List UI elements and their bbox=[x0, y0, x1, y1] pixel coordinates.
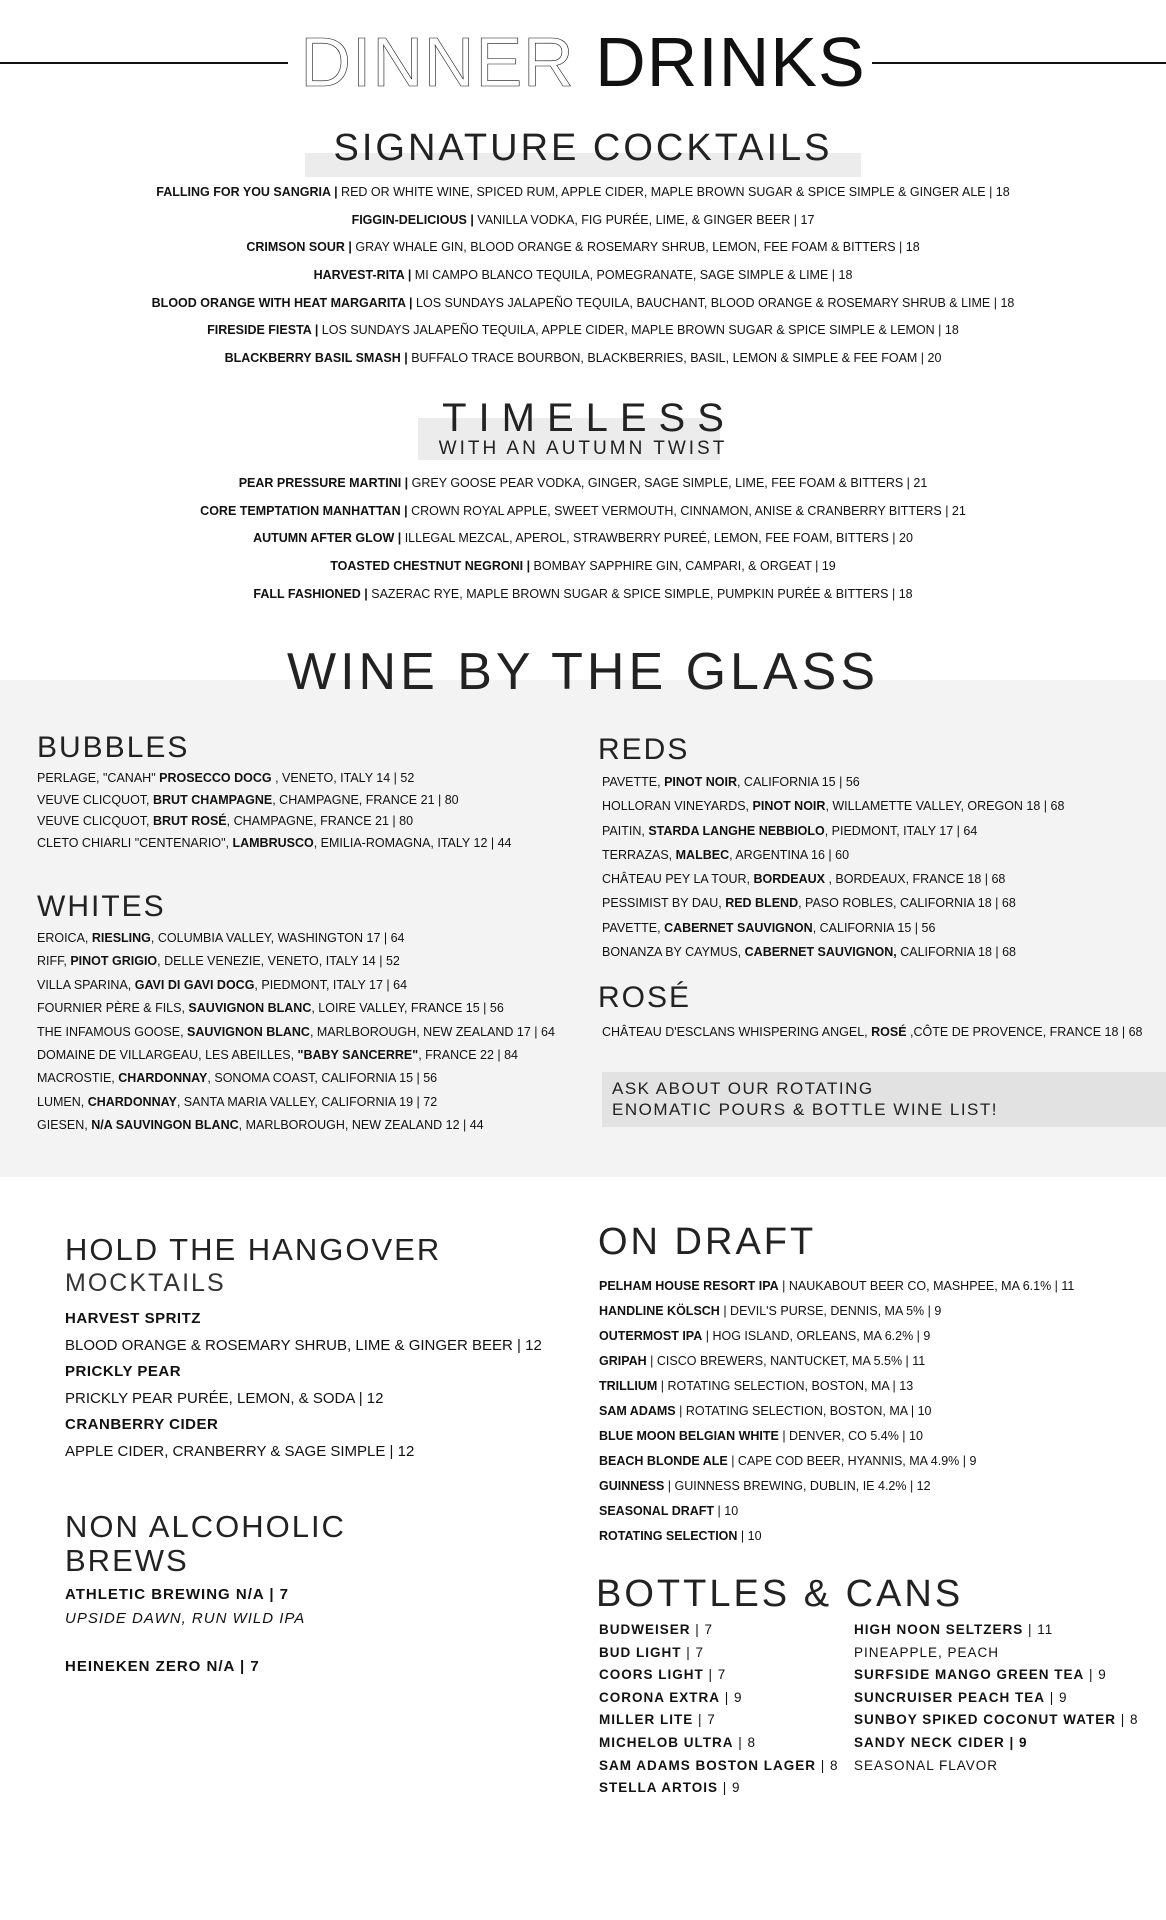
item-name: SAM ADAMS bbox=[599, 1404, 676, 1418]
wine-detail: , WILLAMETTE VALLEY, OREGON 18 | 68 bbox=[825, 799, 1065, 814]
item-name: SURFSIDE MANGO GREEN TEA bbox=[854, 1667, 1085, 1683]
item-name: FIGGIN-DELICIOUS | bbox=[351, 212, 474, 227]
item-desc: | DEVIL'S PURSE, DENNIS, MA 5% | 9 bbox=[719, 1304, 942, 1318]
wine-detail: , SONOMA COAST, CALIFORNIA 15 | 56 bbox=[207, 1071, 438, 1086]
list-item bbox=[0, 553, 1166, 581]
item-desc: BOMBAY SAPPHIRE GIN, CAMPARI, & ORGEAT | 19 bbox=[530, 559, 836, 574]
na-brew-1-name: ATHLETIC BREWING N/A | 7 bbox=[65, 1586, 290, 1603]
item-name: CORONA EXTRA bbox=[599, 1689, 721, 1705]
wine-detail: , LOIRE VALLEY, FRANCE 15 | 56 bbox=[311, 1001, 504, 1016]
wine-item bbox=[37, 1114, 555, 1137]
item-desc: VANILLA VODKA, FIG PURÉE, LIME, & GINGER BEER | 17 bbox=[473, 212, 815, 227]
list-item bbox=[599, 1619, 839, 1642]
list-item bbox=[599, 1664, 839, 1687]
wine-item bbox=[37, 997, 555, 1020]
signature-list bbox=[0, 179, 1166, 373]
wine-item bbox=[37, 927, 555, 950]
mocktail-name: CRANBERRY CIDER bbox=[65, 1416, 219, 1433]
wine-detail: , VENETO, ITALY 14 | 52 bbox=[271, 771, 415, 785]
timeless-subtitle: WITH AN AUTUMN TWIST bbox=[438, 438, 728, 459]
item-name: BUDWEISER bbox=[599, 1622, 691, 1637]
item-name: BLOOD ORANGE WITH HEAT MARGARITA | bbox=[151, 295, 413, 310]
item-name: GUINNESS bbox=[599, 1479, 665, 1493]
signature-title: SIGNATURE COCKTAILS bbox=[333, 127, 833, 169]
wine-varietal: CABERNET SAUVIGNON bbox=[664, 920, 813, 935]
wine-item bbox=[602, 770, 1064, 794]
list-item bbox=[0, 290, 1166, 318]
wine-producer: RIFF, bbox=[37, 954, 71, 969]
item-desc: | HOG ISLAND, ORLEANS, MA 6.2% | 9 bbox=[702, 1329, 931, 1343]
wine-producer: PAITIN, bbox=[602, 823, 649, 838]
item-desc: PINEAPPLE, PEACH bbox=[854, 1644, 1000, 1660]
ask-line-2: ENOMATIC POURS & BOTTLE WINE LIST! bbox=[612, 1100, 999, 1119]
item-desc: ILLEGAL MEZCAL, APEROL, STRAWBERRY PUREÉ, LEMON, FEE FOAM, BITTERS | 20 bbox=[401, 531, 913, 546]
item-name: BLUE MOON BELGIAN WHITE bbox=[599, 1429, 779, 1443]
wine-item bbox=[602, 867, 1064, 891]
item-name: SANDY NECK CIDER | 9 bbox=[854, 1734, 1028, 1750]
title-bold: DRINKS bbox=[595, 23, 866, 101]
item-name: CRIMSON SOUR | bbox=[246, 240, 352, 255]
wine-detail: , PIEDMONT, ITALY 17 | 64 bbox=[254, 977, 408, 992]
list-item bbox=[0, 470, 1166, 498]
wine-producer: CLETO CHIARLI "CENTENARIO", bbox=[37, 835, 233, 850]
na-brew-2-name: HEINEKEN ZERO N/A | 7 bbox=[65, 1658, 260, 1675]
wine-detail: , CALIFORNIA 15 | 56 bbox=[736, 775, 860, 789]
wine-item bbox=[37, 833, 512, 855]
na-brews-title-1: NON ALCOHOLIC bbox=[65, 1509, 346, 1544]
item-name: COORS LIGHT bbox=[599, 1667, 704, 1683]
list-item bbox=[599, 1732, 839, 1755]
wine-varietal: BRUT ROSÉ bbox=[153, 814, 227, 828]
wine-producer: FOURNIER PÈRE & FILS, bbox=[37, 1001, 189, 1016]
wine-varietal: STARDA LANGHE NEBBIOLO bbox=[648, 823, 825, 838]
item-desc: | 10 bbox=[714, 1504, 739, 1518]
list-item bbox=[854, 1755, 1139, 1778]
wine-varietal: SAUVIGNON BLANC bbox=[188, 1001, 312, 1016]
item-desc: BUFFALO TRACE BOURBON, BLACKBERRIES, BASIL, LEMON & SIMPLE & FEE FOAM | 20 bbox=[407, 351, 942, 366]
reds-title: REDS bbox=[598, 733, 690, 766]
wine-detail: , DELLE VENEZIE, VENETO, ITALY 14 | 52 bbox=[157, 954, 400, 969]
item-name: PEAR PRESSURE MARTINI | bbox=[238, 476, 409, 490]
list-item bbox=[0, 207, 1166, 235]
timeless-list bbox=[0, 470, 1166, 608]
item-name: SAM ADAMS BOSTON LAGER bbox=[599, 1757, 817, 1773]
wine-item bbox=[37, 1044, 555, 1067]
wine-varietal: ROSÉ bbox=[871, 1025, 907, 1039]
wine-producer: VILLA SPARINA, bbox=[37, 977, 135, 992]
wine-varietal: N/A SAUVINGON BLANC bbox=[91, 1118, 239, 1133]
list-item bbox=[599, 1274, 1074, 1299]
item-desc: | 9 bbox=[718, 1780, 741, 1796]
list-item bbox=[854, 1687, 1139, 1710]
mocktail-desc: APPLE CIDER, CRANBERRY & SAGE SIMPLE | 12 bbox=[65, 1443, 415, 1460]
item-desc: | GUINNESS BREWING, DUBLIN, IE 4.2% | 12 bbox=[664, 1479, 931, 1493]
item-desc: | 7 bbox=[681, 1644, 705, 1660]
reds-list bbox=[602, 770, 1064, 964]
wine-producer: GIESEN, bbox=[37, 1118, 92, 1133]
list-item bbox=[854, 1619, 1139, 1642]
mocktail-name: PRICKLY PEAR bbox=[65, 1363, 182, 1380]
wine-varietal: CHARDONNAY bbox=[87, 1094, 177, 1109]
item-name: OUTERMOST IPA bbox=[599, 1329, 703, 1343]
page-title bbox=[0, 22, 1166, 102]
wine-detail: , BORDEAUX, FRANCE 18 | 68 bbox=[825, 872, 1006, 887]
wine-varietal: PINOT NOIR bbox=[752, 799, 826, 814]
list-item bbox=[0, 317, 1166, 345]
rose-title: ROSÉ bbox=[598, 981, 692, 1014]
wine-producer: PERLAGE, "CANAH" bbox=[37, 771, 160, 785]
list-item bbox=[0, 345, 1166, 373]
wine-varietal: PINOT GRIGIO bbox=[70, 954, 158, 969]
mocktail-desc: BLOOD ORANGE & ROSEMARY SHRUB, LIME & GINGER BEER | 12 bbox=[65, 1337, 542, 1354]
item-desc: | 9 bbox=[720, 1689, 743, 1705]
list-item bbox=[599, 1374, 1074, 1399]
item-desc: | 8 bbox=[1116, 1712, 1139, 1728]
draft-list bbox=[599, 1274, 1074, 1549]
item-desc: SAZERAC RYE, MAPLE BROWN SUGAR & SPICE SIMPLE, PUMPKIN PURÉE & BITTERS | 18 bbox=[367, 586, 913, 601]
wine-producer: LUMEN, bbox=[37, 1094, 88, 1109]
bubbles-title: BUBBLES bbox=[37, 731, 190, 764]
item-desc: | 11 bbox=[1023, 1622, 1054, 1637]
list-item bbox=[599, 1349, 1074, 1374]
item-desc: | CAPE COD BEER, HYANNIS, MA 4.9% | 9 bbox=[727, 1454, 977, 1468]
item-name: HANDLINE KÖLSCH bbox=[599, 1304, 720, 1318]
item-name: STELLA ARTOIS bbox=[599, 1780, 719, 1796]
wine-producer: EROICA, bbox=[37, 931, 92, 945]
na-brews-title-2: BREWS bbox=[65, 1543, 189, 1578]
ask-banner bbox=[602, 1072, 1166, 1127]
list-item bbox=[0, 234, 1166, 262]
item-name: FALLING FOR YOU SANGRIA | bbox=[156, 185, 338, 199]
wine-detail: , COLUMBIA VALLEY, WASHINGTON 17 | 64 bbox=[150, 931, 405, 945]
item-name: MILLER LITE bbox=[599, 1712, 694, 1728]
item-desc: LOS SUNDAYS JALAPEÑO TEQUILA, BAUCHANT, BLOOD ORANGE & ROSEMARY SHRUB & LIME | 18 bbox=[412, 295, 1015, 310]
item-desc: SEASONAL FLAVOR bbox=[854, 1757, 999, 1773]
item-desc: | DENVER, CO 5.4% | 10 bbox=[778, 1429, 923, 1443]
item-desc: RED OR WHITE WINE, SPICED RUM, APPLE CIDER, MAPLE BROWN SUGAR & SPICE SIMPLE & GINGER ALE | 18 bbox=[337, 185, 1010, 199]
wine-varietal: LAMBRUSCO bbox=[232, 835, 314, 850]
list-item bbox=[599, 1474, 1074, 1499]
item-desc: | 8 bbox=[816, 1757, 839, 1773]
wine-producer: PESSIMIST BY DAU, bbox=[602, 896, 726, 911]
item-desc: MI CAMPO BLANCO TEQUILA, POMEGRANATE, SAGE SIMPLE & LIME | 18 bbox=[411, 268, 853, 283]
wine-item bbox=[602, 891, 1064, 915]
wine-item bbox=[37, 811, 512, 833]
mocktails-title: HOLD THE HANGOVER bbox=[65, 1232, 442, 1267]
wine-detail: , CALIFORNIA 15 | 56 bbox=[812, 920, 936, 935]
list-item bbox=[0, 581, 1166, 609]
whites-list bbox=[37, 927, 555, 1138]
item-name: TOASTED CHESTNUT NEGRONI | bbox=[330, 559, 531, 574]
item-desc: | 10 bbox=[737, 1529, 762, 1543]
whites-title: WHITES bbox=[37, 890, 166, 923]
item-name: FIRESIDE FIESTA | bbox=[207, 323, 319, 338]
item-name: HIGH NOON SELTZERS bbox=[854, 1622, 1024, 1637]
list-item bbox=[599, 1424, 1074, 1449]
wine-varietal: GAVI DI GAVI DOCG bbox=[134, 977, 255, 992]
list-item bbox=[854, 1709, 1139, 1732]
item-name: PELHAM HOUSE RESORT IPA bbox=[599, 1279, 779, 1293]
wine-detail: , FRANCE 22 | 84 bbox=[418, 1048, 519, 1063]
wine-producer: VEUVE CLICQUOT, bbox=[37, 792, 153, 807]
list-item bbox=[599, 1449, 1074, 1474]
wine-varietal: CABERNET SAUVIGNON, bbox=[744, 945, 897, 960]
wine-item bbox=[37, 950, 555, 973]
wine-item bbox=[602, 1020, 1143, 1044]
item-desc: | 7 bbox=[693, 1712, 716, 1728]
list-item bbox=[599, 1687, 839, 1710]
wine-item bbox=[602, 819, 1064, 843]
wine-varietal: BRUT CHAMPAGNE bbox=[153, 792, 273, 807]
item-desc: LOS SUNDAYS JALAPEÑO TEQUILA, APPLE CIDER, MAPLE BROWN SUGAR & SPICE SIMPLE & LEMON | 18 bbox=[318, 323, 959, 338]
wine-item bbox=[37, 768, 512, 790]
wine-detail: , EMILIA-ROMAGNA, ITALY 12 | 44 bbox=[313, 835, 512, 850]
wine-producer: CHÂTEAU PEY LA TOUR, bbox=[602, 872, 754, 887]
list-item bbox=[0, 262, 1166, 290]
title-light: DINNER bbox=[300, 23, 575, 101]
item-desc: | 7 bbox=[690, 1622, 714, 1637]
list-item bbox=[0, 179, 1166, 207]
timeless-title: TIMELESS bbox=[442, 396, 736, 440]
item-name: ROTATING SELECTION bbox=[599, 1529, 738, 1543]
wine-item bbox=[37, 974, 555, 997]
wine-item bbox=[37, 1091, 555, 1114]
item-name: SUNBOY SPIKED COCONUT WATER bbox=[854, 1712, 1117, 1728]
wine-producer: PAVETTE, bbox=[602, 775, 665, 789]
wine-detail: , ARGENTINA 16 | 60 bbox=[729, 847, 850, 862]
wine-detail: ,CÔTE DE PROVENCE, FRANCE 18 | 68 bbox=[906, 1025, 1143, 1039]
wine-detail: , CHAMPAGNE, FRANCE 21 | 80 bbox=[226, 814, 414, 828]
list-item bbox=[599, 1399, 1074, 1424]
ask-line-1: ASK ABOUT OUR ROTATING bbox=[612, 1079, 874, 1098]
list-item bbox=[599, 1777, 839, 1800]
item-desc: GREY GOOSE PEAR VODKA, GINGER, SAGE SIMPLE, LIME, FEE FOAM & BITTERS | 21 bbox=[408, 476, 928, 490]
wine-producer: BONANZA BY CAYMUS, bbox=[602, 945, 745, 960]
wine-producer: PAVETTE, bbox=[602, 920, 665, 935]
list-item bbox=[599, 1709, 839, 1732]
wine-item bbox=[602, 916, 1064, 940]
wine-varietal: PINOT NOIR bbox=[664, 775, 737, 789]
wine-item bbox=[37, 1021, 555, 1044]
wine-producer: TERRAZAS, bbox=[602, 847, 676, 862]
wine-item bbox=[602, 794, 1064, 818]
wine-detail: , PASO ROBLES, CALIFORNIA 18 | 68 bbox=[798, 896, 1016, 911]
wine-producer: VEUVE CLICQUOT, bbox=[37, 814, 153, 828]
bottles-title: BOTTLES & CANS bbox=[596, 1573, 964, 1615]
item-name: HARVEST-RITA | bbox=[313, 268, 412, 283]
item-name: AUTUMN AFTER GLOW | bbox=[253, 531, 402, 546]
item-desc: | NAUKABOUT BEER CO, MASHPEE, MA 6.1% | 11 bbox=[778, 1279, 1075, 1293]
list-item bbox=[599, 1642, 839, 1665]
list-item bbox=[0, 498, 1166, 526]
item-desc: | 9 bbox=[1084, 1667, 1107, 1683]
wine-detail: , MARLBOROUGH, NEW ZEALAND 12 | 44 bbox=[238, 1118, 484, 1133]
item-desc: | 7 bbox=[703, 1667, 727, 1683]
wine-detail: CALIFORNIA 18 | 68 bbox=[896, 945, 1017, 960]
wine-producer: CHÂTEAU D'ESCLANS WHISPERING ANGEL, bbox=[602, 1025, 872, 1039]
wine-detail: , PIEDMONT, ITALY 17 | 64 bbox=[824, 823, 978, 838]
list-item bbox=[854, 1642, 1139, 1665]
list-item bbox=[599, 1755, 839, 1778]
item-name: FALL FASHIONED | bbox=[253, 586, 368, 601]
wine-varietal: CHARDONNAY bbox=[118, 1071, 208, 1086]
wine-item bbox=[37, 1067, 555, 1090]
wine-producer: HOLLORAN VINEYARDS, bbox=[602, 799, 753, 814]
item-desc: GRAY WHALE GIN, BLOOD ORANGE & ROSEMARY SHRUB, LEMON, FEE FOAM & BITTERS | 18 bbox=[351, 240, 920, 255]
list-item bbox=[854, 1732, 1139, 1755]
list-item bbox=[0, 525, 1166, 553]
item-name: GRIPAH bbox=[599, 1354, 647, 1368]
list-item bbox=[854, 1664, 1139, 1687]
wine-varietal: RIESLING bbox=[91, 931, 151, 945]
item-desc: | CISCO BREWERS, NANTUCKET, MA 5.5% | 11 bbox=[646, 1354, 926, 1368]
mocktails-subtitle: MOCKTAILS bbox=[65, 1269, 226, 1297]
wine-detail: , MARLBOROUGH, NEW ZEALAND 17 | 64 bbox=[309, 1024, 555, 1039]
mocktails-list bbox=[65, 1306, 542, 1465]
item-desc: CROWN ROYAL APPLE, SWEET VERMOUTH, CINNAMON, ANISE & CRANBERRY BITTERS | 21 bbox=[407, 503, 966, 518]
na-brew-1-desc: UPSIDE DAWN, RUN WILD IPA bbox=[65, 1610, 306, 1627]
mocktail-name: HARVEST SPRITZ bbox=[65, 1310, 201, 1327]
list-item bbox=[599, 1524, 1074, 1549]
wine-varietal: PROSECCO DOCG bbox=[159, 771, 272, 785]
bubbles-list bbox=[37, 768, 512, 854]
item-desc: | ROTATING SELECTION, BOSTON, MA | 10 bbox=[675, 1404, 932, 1418]
bottles-right-list bbox=[854, 1619, 1139, 1777]
item-desc: | 8 bbox=[733, 1734, 757, 1750]
item-name: SUNCRUISER PEACH TEA bbox=[854, 1689, 1046, 1705]
mocktail-desc: PRICKLY PEAR PURÉE, LEMON, & SODA | 12 bbox=[65, 1390, 384, 1407]
list-item bbox=[599, 1499, 1074, 1524]
wine-item bbox=[602, 940, 1064, 964]
wine-varietal: MALBEC bbox=[675, 847, 730, 862]
wine-varietal: BORDEAUX bbox=[753, 872, 825, 887]
item-name: TRILLIUM bbox=[599, 1379, 658, 1393]
wine-detail: , SANTA MARIA VALLEY, CALIFORNIA 19 | 72 bbox=[176, 1094, 438, 1109]
item-name: BEACH BLONDE ALE bbox=[599, 1454, 728, 1468]
wine-item bbox=[37, 790, 512, 812]
list-item bbox=[599, 1324, 1074, 1349]
wine-producer: THE INFAMOUS GOOSE, bbox=[37, 1024, 188, 1039]
wine-producer: MACROSTIE, bbox=[37, 1071, 119, 1086]
list-item bbox=[599, 1299, 1074, 1324]
wine-title: WINE BY THE GLASS bbox=[286, 643, 879, 701]
rose-list bbox=[602, 1020, 1143, 1044]
wine-detail: , CHAMPAGNE, FRANCE 21 | 80 bbox=[272, 792, 459, 807]
wine-varietal: RED BLEND bbox=[725, 896, 799, 911]
item-name: BLACKBERRY BASIL SMASH | bbox=[224, 351, 408, 366]
item-name: SEASONAL DRAFT bbox=[599, 1504, 715, 1518]
item-desc: | ROTATING SELECTION, BOSTON, MA | 13 bbox=[657, 1379, 914, 1393]
draft-title: ON DRAFT bbox=[598, 1221, 817, 1263]
item-name: BUD LIGHT bbox=[599, 1644, 682, 1660]
item-name: MICHELOB ULTRA bbox=[599, 1734, 734, 1750]
wine-varietal: "BABY SANCERRE" bbox=[297, 1048, 419, 1063]
wine-item bbox=[602, 843, 1064, 867]
wine-producer: DOMAINE DE VILLARGEAU, LES ABEILLES, bbox=[37, 1048, 298, 1063]
wine-varietal: SAUVIGNON BLANC bbox=[187, 1024, 310, 1039]
item-desc: | 9 bbox=[1045, 1689, 1068, 1705]
item-name: CORE TEMPTATION MANHATTAN | bbox=[200, 503, 408, 518]
bottles-left-list bbox=[599, 1619, 839, 1800]
